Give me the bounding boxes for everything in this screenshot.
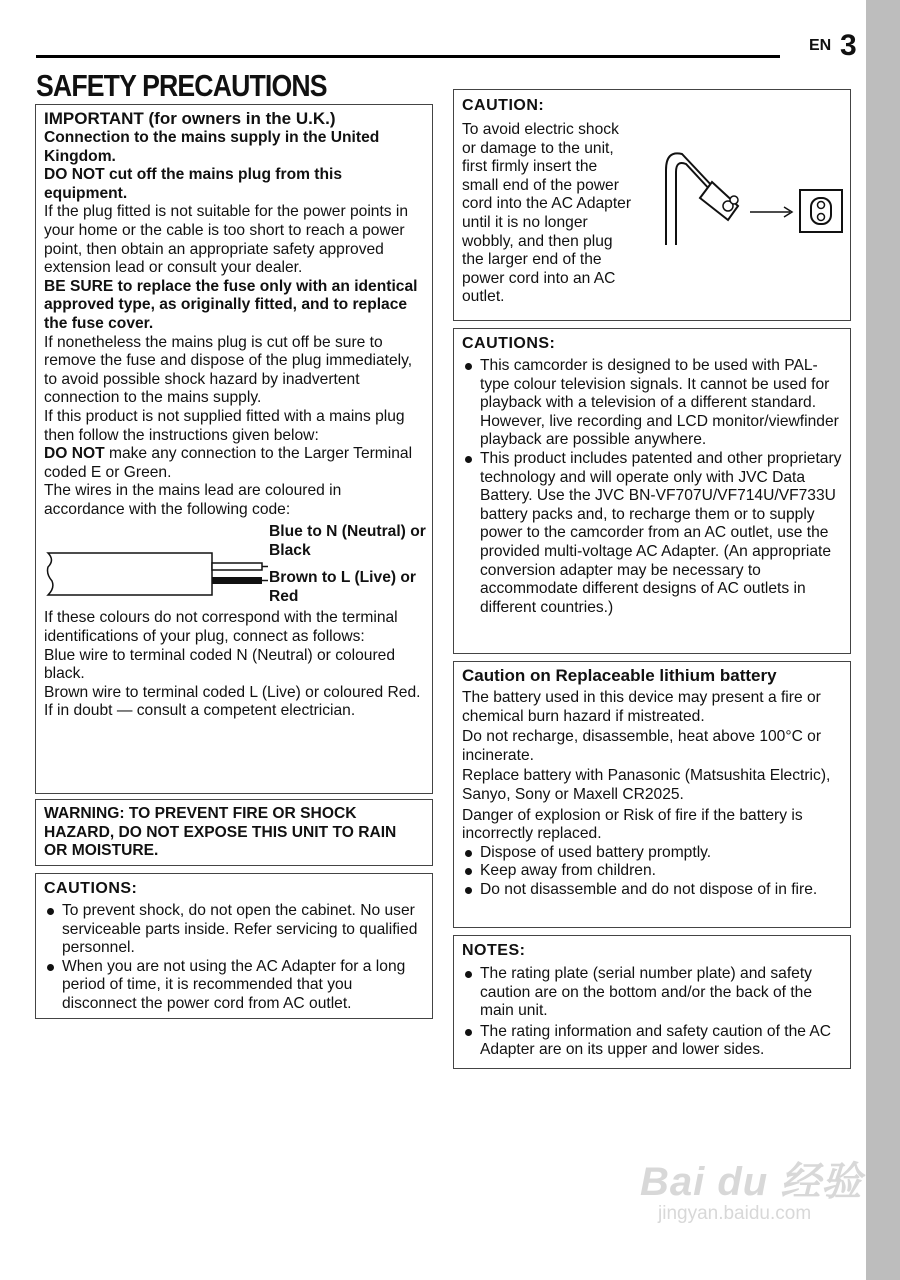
- cautions-left-heading: CAUTIONS:: [44, 880, 138, 897]
- list-item: The rating plate (serial number plate) and safety caution are on the bottom and/or the back of the main unit.: [462, 965, 842, 1021]
- uk-bold-3: BE SURE to replace the fuse only with an identical approved type, as originally fitted, and to replace the fuse cover.: [44, 277, 418, 332]
- wire-brown-label: Brown to L (Live) or Red: [269, 569, 416, 606]
- cautions-right-section: [453, 328, 851, 654]
- warning-text: WARNING: TO PREVENT FIRE OR SHOCK HAZARD, DO NOT EXPOSE THIS UNIT TO RAIN OR MOISTURE.: [44, 805, 397, 860]
- watermark-logo-text: Bai du 经验: [640, 1160, 863, 1204]
- page-title: SAFETY PRECAUTIONS: [36, 68, 327, 103]
- uk-para-7: Blue wire to terminal coded N (Neutral) or coloured black.: [44, 646, 396, 683]
- cautions-left-section: [35, 873, 433, 1019]
- uk-mains-section: [35, 104, 433, 794]
- power-cord-icon: [654, 130, 844, 250]
- lithium-para-4: Danger of explosion or Risk of fire if the battery is incorrectly replaced.: [462, 806, 803, 843]
- watermark-url: jingyan.baidu.com: [658, 1203, 812, 1224]
- uk-para-4-rest: make any connection to the Larger Terminal coded E or Green.: [44, 445, 413, 481]
- caution-power-cord-section: [453, 89, 851, 321]
- list-item: When you are not using the AC Adapter for a long period of time, it is recommended that you disconnect the power cord from AC outlet.: [44, 958, 424, 1014]
- page-edge-tab: [866, 0, 900, 1280]
- uk-heading: IMPORTANT (for owners in the U.K.): [44, 109, 336, 128]
- uk-para-5: The wires in the mains lead are coloured in accordance with the following code:: [44, 482, 342, 518]
- list-item: This product includes patented and other proprietary technology and will operate only with JVC Data Battery. Use the JVC BN-VF707U/VF714U/VF733U battery packs and, to recharge them or to supply power to the camcorder from an AC outlet, use the provided multi-voltage AC Adapter. (An appropriate conversion adapter may be necessary to accommodate different designs of AC outlets in different countries.): [462, 450, 842, 617]
- list-item: Do not disassemble and do not dispose of in fire.: [462, 881, 842, 900]
- do-not-label: DO NOT: [44, 445, 105, 463]
- uk-bold-2: DO NOT cut off the mains plug from this equipment.: [44, 166, 343, 202]
- caution-right-heading: CAUTION:: [462, 97, 545, 114]
- lithium-para-1: The battery used in this device may present a fire or chemical burn hazard if mistreated.: [462, 689, 821, 725]
- language-label: EN: [809, 37, 832, 54]
- lithium-para-3: Replace battery with Panasonic (Matsushita Electric), Sanyo, Sony or Maxell CR2025.: [462, 767, 831, 803]
- mains-cable-icon: [42, 519, 272, 609]
- list-item: This camcorder is designed to be used with PAL-type colour television signals. It cannot be used for playback with a television of a different standard. However, live recording and LCD monitor/viewfinder playback are possible anywhere.: [462, 357, 842, 450]
- notes-heading: NOTES:: [462, 942, 526, 959]
- list-item: To prevent shock, do not open the cabinet. No user serviceable parts inside. Refer servicing to qualified personnel.: [44, 902, 424, 958]
- uk-para-4: [44, 445, 424, 482]
- list-item: Dispose of used battery promptly.: [462, 844, 842, 863]
- uk-para-9: If in doubt — consult a competent electrician.: [44, 702, 356, 720]
- caution-right-text: To avoid electric shock or damage to the unit, first firmly insert the small end of the power cord into the AC Adapter until it is no longer wobbly, and then plug the larger end of the power cord into an AC outlet.: [462, 121, 632, 306]
- wire-diagram: [44, 519, 424, 609]
- lithium-para-2: Do not recharge, disassemble, heat above 100°C or incinerate.: [462, 728, 822, 764]
- cautions-right-heading: CAUTIONS:: [462, 335, 556, 352]
- uk-para-1: If the plug fitted is not suitable for the power points in your home or the cable is too short to reach a power point, then obtain an appropriate safety approved extension lead or consult your dealer.: [44, 203, 409, 277]
- uk-para-2: If nonetheless the mains plug is cut off be sure to remove the fuse and dispose of the plug immediately, to avoid possible shock hazard by inadvertent connection to the mains supply.: [44, 333, 413, 407]
- uk-para-8: Brown wire to terminal coded L (Live) or coloured Red.: [44, 683, 421, 701]
- uk-para-3: If this product is not supplied fitted with a mains plug then follow the instructions given below:: [44, 407, 405, 444]
- uk-bold-1: Connection to the mains supply in the United Kingdom.: [44, 129, 380, 165]
- notes-section: [453, 935, 851, 1069]
- wire-blue-label: Blue to N (Neutral) or Black: [269, 523, 426, 560]
- list-item: The rating information and safety caution of the AC Adapter are on its upper and lower sides.: [462, 1023, 842, 1060]
- lithium-battery-section: [453, 661, 851, 928]
- uk-para-6: If these colours do not correspond with the terminal identifications of your plug, connect as follows:: [44, 609, 398, 646]
- page-number: 3: [840, 29, 857, 62]
- baidu-watermark: [640, 1150, 862, 1225]
- warning-section: [35, 799, 433, 866]
- list-item: Keep away from children.: [462, 862, 842, 881]
- header-rule: [36, 55, 780, 58]
- lithium-heading: Caution on Replaceable lithium battery: [462, 666, 777, 685]
